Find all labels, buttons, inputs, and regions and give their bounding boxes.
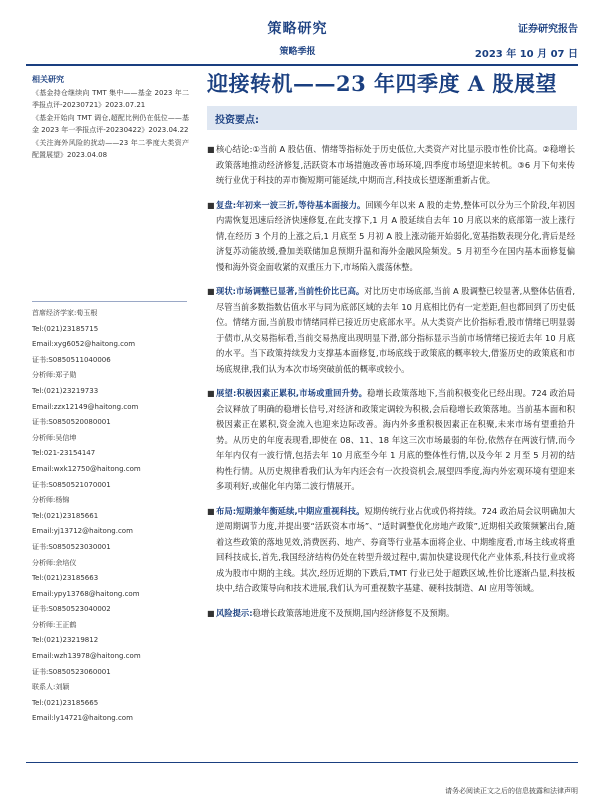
bullet-text [216,142,575,189]
analyst-cert: 证书:S0850523040002 [32,605,111,614]
bullet-icon: ■ [207,287,215,296]
bullet-text [216,198,575,276]
related-item: 《基金持仓继续向 TMT 集中——基金 2023 年二季报点评-20230721》2023.07.21 [32,89,189,109]
sidebar [32,74,189,727]
analyst-email: Email:ypy13768@haitong.com [32,589,140,598]
analyst-tel: Tel:(021)23185663 [32,574,99,583]
analyst-role: 联系人:刘颖 [32,683,70,692]
analyst-tel: Tel:(021)23219733 [32,386,99,395]
key-points-bar [207,106,577,130]
analyst-role: 分析师:杨锦 [32,496,70,505]
bullet-text [216,606,575,622]
analyst-tel: Tel:021-23154147 [32,449,96,458]
analyst-email: Email:zzx12149@haitong.com [32,402,139,411]
report-type: 证券研究报告 [518,24,578,35]
analyst-email: Email:wxk12750@haitong.com [32,464,141,473]
analyst-tel: Tel:(021)23185715 [32,324,99,333]
bullet-icon: ■ [207,145,215,154]
bullet-item [207,198,575,276]
report-title: 迎接转机——23 年四季度 A 股展望 [207,71,557,96]
bullet-icon: ■ [207,506,215,516]
bullet-icon: ■ [207,389,215,398]
header-right [475,20,578,60]
related-research-title: 相关研究 [32,75,64,84]
bullet-heading: 展望:积极因素正累积,市场或重回升势。 [216,388,368,398]
logo-main-text: 策略研究 [267,21,328,37]
analyst-cert: 证书:S0850523060001 [32,667,111,676]
analyst-role: 分析师:余培仪 [32,558,77,567]
bullet-heading: 复盘:年初来一波三折,等待基本面接力。 [216,199,366,210]
analyst-role: 分析师:吴信坤 [32,433,77,442]
analyst-role: 分析师:郑子勋 [32,371,77,380]
footer-divider [26,762,578,763]
bullet-text [216,504,575,597]
report-date: 2023 年 10 月 07 日 [474,49,578,60]
bullet-item [207,504,575,597]
bullet-icon: ■ [207,200,215,210]
analyst-cert: 证书:S0850521070001 [32,480,111,489]
analyst-email: Email:wzh13978@haitong.com [32,652,141,661]
bullet-text [216,284,575,377]
bullet-item [207,284,575,377]
bullet-heading: 风险提示: [216,607,253,618]
bullet-body: 对比历史市场底部,当前 A 股调整已较显著,从整体估值看,尽管当前多数指数估值水平与同为底部区域的去年 10 月底相比仍有一定差距,但也都回到了历史低位。情绪方面,当前股市情绪同样已接近历史底部水平。从大类资产比价指标看,股市情绪已明显弱于债市,从交易指标看,当前交易热度出现明显下滑,部分指标显示当前市场情绪已接近去年 10 月底的水平。当下政策持续发力支撑基本面修复,市场底线于政策底的概率较大,借鉴历史的政策底和市场底规律,我们认为本次市场突破前低的概率或较小。 [216,286,575,374]
analyst-cert: 证书:S0850523030001 [32,542,111,551]
header-divider [26,64,578,66]
analyst-email: Email:ly14721@haitong.com [32,714,133,723]
bullet-item [207,142,575,189]
bullet-heading: 布局:短期兼年衡延续,中期应重视科技。 [216,505,365,516]
analyst-cert: 证书:S0850520080001 [32,418,111,427]
bullet-body: 回顾今年以来 A 股的走势,整体可以分为三个阶段,年初因内需恢复迅速后经济快速修复,在此支撑下,1 月 A 股延续自去年 10 月底以来的底部第一波上涨行情,在经历 3 个月的上涨之后,1 月底至 5 月初 A 股上涨动能开始弱化,宽基指数表现分化,背后是经济复苏动能放缓,叠加美联储加息预期升温和海外金融风险频发。5 月初至今在国内基本面修复偏慢和海外资金面收紧的双重压力下,市场陷入震荡休整。 [216,199,575,272]
bullet-body: 稳增长政策落地进度不及预期,国内经济修复不及预期。 [252,607,455,618]
bullet-icon: ■ [207,608,215,618]
analyst-role: 首席经济学家:荀玉根 [32,309,98,317]
analyst-tel: Tel:(021)23185661 [32,511,99,520]
footer-disclaimer: 请务必阅读正文之后的信息披露和法律声明 [445,787,578,795]
analyst-role: 分析师:王正鹤 [32,620,77,629]
related-item: 《关注海外风险的扰动——23 年二季度大类资产配置展望》2023.04.08 [32,139,189,159]
sidebar-divider [32,301,187,302]
bullet-item [207,386,575,495]
analyst-cert: 证书:S0850511040006 [32,355,111,364]
header-logo [260,18,335,57]
bullet-body: 稳增长政策落地下,当前积极变化已经出现。724 政治局会议释放了明确的稳增长信号,对经济和政策定调较为积极,会后稳增长政策落地。当前基本面和积极因素正在累积,资金流入也迎来边际改善。海内外多重积极因素正在积聚,未来市场有望重拾升势。从历史的年度表现看,即使在 08、11、18 年这三次市场最弱的年份,依然存在两波行情,而今年年内仅有一波行情,包括去年 10 月底至今年 1 月底的整体性行情,以及今年 2 月至 5 月初的结构性行情。从历史规律看我们认为年内还会有一次投资机会,展望四季度,海内外宏观环境有望迎来多项利好,或催化年内第二波行情展开。 [216,388,575,491]
bullet-body: 短期传统行业占优或仍将持续。724 政治局会议明确加大逆周期调节力度,并提出要“活跃资本市场”、“适时调整优化房地产政策”,近期相关政策频繁出台,随着这些政策的落地见效,消费医药、地产、券商等行业基本面将企业、中期维度看,市场主线或将重回科技成长,首先,我国经济结构仍处在转型升级过程中,需加快建设现代化产业体系,科技行业或将成为股市中期的主线。其次,经历近期的下跌后,TMT 行业已处于超跌区域,性价比逐渐凸显,科技板块中,结合政策导向和技术进展,我们认为可重视数字基建、硬科技制造、AI 应用等领域。 [216,505,575,593]
analyst-tel: Tel:(021)23185665 [32,698,99,707]
analyst-email: Email:xyg6052@haitong.com [32,340,136,349]
related-item: 《基金开始向 TMT 调仓,超配比例仍在低位——基金 2023 年一季报点评-20230422》2023.04.22 [32,114,189,134]
bullet-text [216,386,575,495]
bullet-body: 核心结论:①当前 A 股估值、情绪等指标处于历史低位,大类资产对比显示股市性价比高。②稳增长政策落地推动经济修复,活跃资本市场措施改善市场环境,四季度市场望迎来转机。③6 月下旬来传统行业优于科技的弄市衡短期可能延续,中期而言,科技成长望逐渐重新占优。 [216,144,575,185]
bullet-heading: 现状:市场调整已显著,当前性价比已高。 [216,286,365,296]
analyst-email: Email:yj13712@haitong.com [32,527,133,536]
report-body [207,142,575,630]
analyst-tel: Tel:(021)23219812 [32,636,99,645]
bullet-item [207,606,575,622]
analyst-list [32,306,189,727]
logo-sub-text: 策略季报 [279,47,316,57]
key-points-label: 投资要点: [215,115,259,126]
